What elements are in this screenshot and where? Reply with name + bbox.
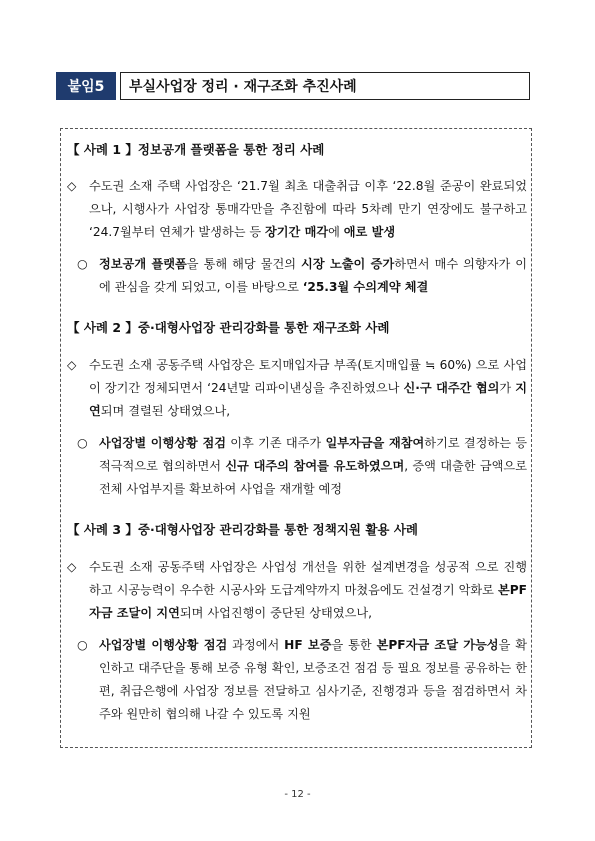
case-1-main: ◇ 수도권 소재 주택 사업장은 ‘21.7월 최초 대출취급 이후 ‘22.8월 준공이 완료되었으나, 시행사가 사업장 통매각만을 추진함에 따라 5차례 만기 연장에도 불구하고 ‘24.7월부터 연체가 발생하는 등 장기간 매각에 애로 발생 — [67, 175, 527, 244]
circle-bullet-icon: ○ — [77, 638, 88, 652]
annex-tag: 붙임5 — [56, 72, 116, 100]
case-2-heading: 【 사례 2 】중·대형사업장 관리강화를 통한 재구조화 사례 — [67, 320, 390, 335]
cases-panel — [60, 128, 532, 748]
diamond-icon: ◇ — [67, 560, 77, 574]
annex-title: 부실사업장 정리 · 재구조화 추진사례 — [120, 72, 530, 100]
case-3-heading: 【 사례 3 】중·대형사업장 관리강화를 통한 정책지원 활용 사례 — [67, 522, 418, 537]
case-3-main: ◇ 수도권 소재 공동주택 사업장은 사업성 개선을 위한 설계변경을 성공적 으로 진행하고 시공능력이 우수한 시공사와 도급계약까지 마쳤음에도 건설경기 악화로 본PF자금 조달이 지연되며 사업진행이 중단된 상태였으나, — [67, 556, 527, 625]
case-3-sub: ○ 사업장별 이행상황 점검 과정에서 HF 보증을 통한 본PF자금 조달 가능성을 확인하고 대주단을 통해 보증 유형 확인, 보증조건 점검 등 필요 정보를 공유하는 한편, 취급은행에 사업장 정보를 전달하고 심사기준, 진행경과 등을 점검하면서 차주와 원만히 협의해 나갈 수 있도록 지원 — [77, 634, 527, 726]
circle-bullet-icon: ○ — [77, 436, 88, 450]
diamond-icon: ◇ — [67, 358, 77, 372]
diamond-icon: ◇ — [67, 179, 77, 193]
case-1-heading: 【 사례 1 】정보공개 플랫폼을 통한 정리 사례 — [67, 142, 325, 157]
annex-header — [56, 72, 532, 100]
case-2-main: ◇ 수도권 소재 공동주택 사업장은 토지매입자금 부족(토지매입률 ≒ 60%) 으로 사업이 장기간 정체되면서 ‘24년말 리파이낸싱을 추진하였으나 신·구 대주간 협의가 지연되며 결렬된 상태였으나, — [67, 354, 527, 423]
case-2-sub: ○ 사업장별 이행상황 점검 이후 기존 대주가 일부자금을 재참여하기로 결정하는 등 적극적으로 협의하면서 신규 대주의 참여를 유도하였으며, 증액 대출한 금액으로 전체 사업부지를 확보하여 사업을 재개할 예정 — [77, 432, 527, 501]
page-number: - 12 - — [284, 789, 311, 800]
case-1-sub: ○ 정보공개 플랫폼을 통해 해당 물건의 시장 노출이 증가하면서 매수 의향자가 이에 관심을 갖게 되었고, 이를 바탕으로 ‘25.3월 수의계약 체결 — [77, 253, 527, 299]
circle-bullet-icon: ○ — [77, 257, 88, 271]
